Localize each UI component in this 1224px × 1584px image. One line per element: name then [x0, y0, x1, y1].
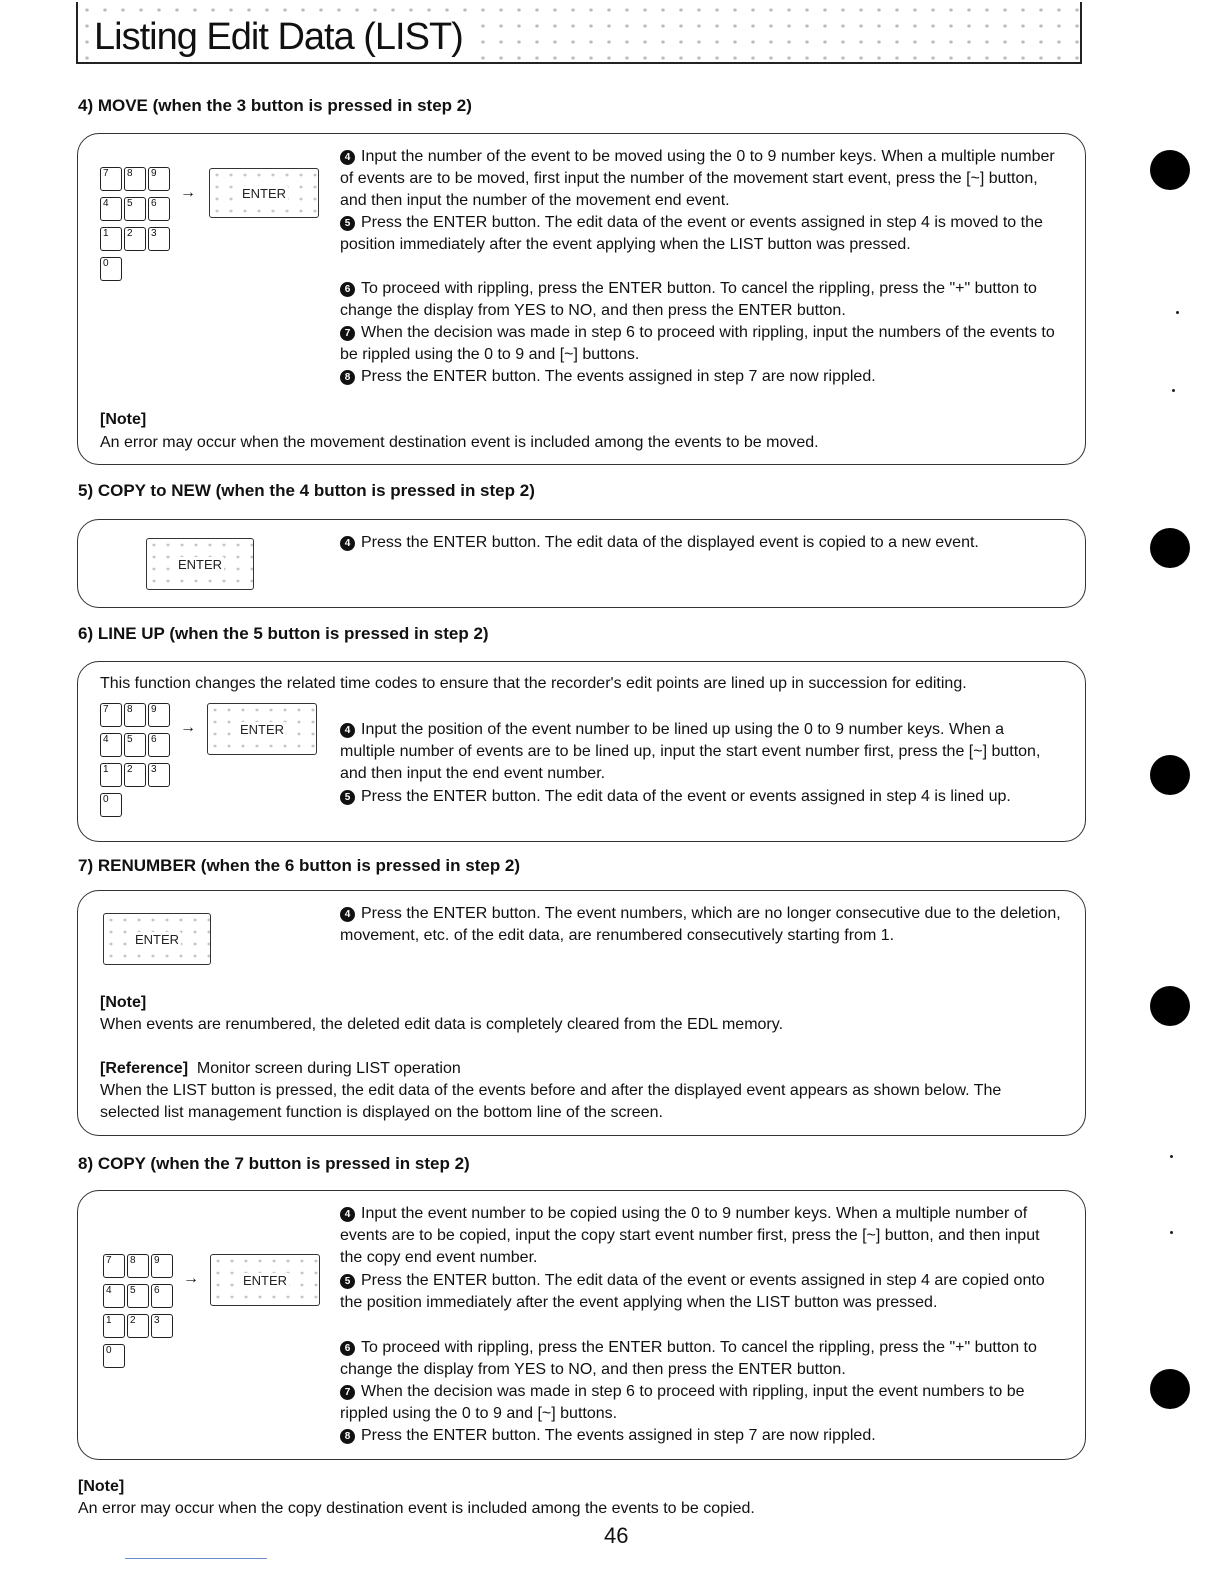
enter-button-illustration: ENTER	[103, 913, 211, 965]
enter-button-illustration: ENTER	[210, 1254, 320, 1306]
line-up-step-4: 4 Input the position of the event number to be lined up using the 0 to 9 number keys. When a multiple number of events are to be lined up, input the start event number first, press the [~] button, and then input the end event number.	[340, 721, 1041, 782]
move-step-4: 4 Input the number of the event to be moved using the 0 to 9 number keys. When a multiple number of events are to be moved, first input the number of the movement start event, press the [~] button, and then input the number of the movement end event.	[340, 148, 1055, 209]
key-5: 5	[124, 733, 146, 757]
move-step-5: 5 Press the ENTER button. The edit data of the event or events assigned in step 4 is moved to the position immediately after the event applying when the LIST button was pressed.	[340, 214, 1043, 253]
key-7: 7	[100, 167, 122, 191]
footer-rule	[125, 1558, 267, 1559]
arrow-icon: →	[180, 184, 196, 201]
key-2: 2	[124, 227, 146, 251]
note-title: [Note]	[78, 1478, 125, 1495]
line-up-step-5: 5 Press the ENTER button. The edit data of the event or events assigned in step 4 is lined up.	[340, 786, 1062, 808]
key-9: 9	[148, 703, 170, 727]
step-number-icon: 4	[340, 150, 355, 165]
key-8: 8	[127, 1254, 149, 1278]
reference-text: When the LIST button is pressed, the edit data of the events before and after the displayed event appears as shown below. The selected list management function is displayed on the bottom line of the screen.	[100, 1082, 1002, 1121]
copy-step-7: 7 When the decision was made in step 6 to proceed with rippling, input the event numbers to be rippled using the 0 to 9 and [~] buttons.	[340, 1383, 1025, 1422]
key-6: 6	[151, 1284, 173, 1308]
reference-heading: [Reference] Monitor screen during LIST operation	[100, 1060, 461, 1077]
margin-tab-dot	[1150, 150, 1190, 190]
section-heading-copy: 8) COPY (when the 7 button is pressed in step 2)	[78, 1154, 470, 1173]
step-number-icon: 4	[340, 907, 355, 922]
note-text: An error may occur when the copy destination event is included among the events to be copied.	[78, 1500, 755, 1517]
key-0: 0	[100, 793, 122, 817]
move-step-7: 7 When the decision was made in step 6 to proceed with rippling, input the numbers of the events to be rippled using the 0 to 9 and [~] buttons.	[340, 324, 1055, 363]
move-step-6: 6 To proceed with rippling, press the ENTER button. To cancel the rippling, press the "+" button to change the display from YES to NO, and then press the ENTER button.	[340, 280, 1037, 319]
page-title: Listing Edit Data (LIST)	[90, 14, 467, 60]
key-2: 2	[124, 763, 146, 787]
enter-button-illustration: ENTER	[209, 168, 319, 218]
note-text: An error may occur when the movement destination event is included among the events to be moved.	[100, 434, 819, 451]
step-number-icon: 4	[340, 536, 355, 551]
key-6: 6	[148, 733, 170, 757]
step-number-icon: 7	[340, 1385, 355, 1400]
move-step-8: 8 Press the ENTER button. The events assigned in step 7 are now rippled.	[340, 366, 1062, 388]
step-number-icon: 4	[340, 723, 355, 738]
margin-speck	[1170, 1231, 1173, 1234]
margin-speck	[1170, 1155, 1173, 1158]
key-8: 8	[124, 703, 146, 727]
number-keypad	[103, 1254, 183, 1374]
note-title: [Note]	[100, 994, 147, 1011]
section-heading-move: 4) MOVE (when the 3 button is pressed in step 2)	[78, 96, 472, 115]
key-9: 9	[148, 167, 170, 191]
key-6: 6	[148, 197, 170, 221]
renumber-step-4: 4 Press the ENTER button. The event numbers, which are no longer consecutive due to the deletion, movement, etc. of the edit data, are renumbered consecutively starting from 1.	[340, 905, 1061, 944]
key-3: 3	[148, 763, 170, 787]
key-2: 2	[127, 1314, 149, 1338]
margin-tab-dot	[1150, 755, 1190, 795]
section-heading-renumber: 7) RENUMBER (when the 6 button is pressed in step 2)	[78, 856, 521, 875]
enter-button-illustration: ENTER	[207, 703, 317, 755]
enter-button-illustration: ENTER	[146, 538, 254, 590]
key-0: 0	[100, 257, 122, 281]
key-5: 5	[124, 197, 146, 221]
section-heading-copy-new: 5) COPY to NEW (when the 4 button is pressed in step 2)	[78, 481, 535, 500]
step-number-icon: 8	[340, 1429, 355, 1444]
key-5: 5	[127, 1284, 149, 1308]
note-text: When events are renumbered, the deleted edit data is completely cleared from the EDL memory.	[100, 1016, 784, 1033]
margin-speck	[1172, 389, 1175, 392]
copy-step-4: 4 Input the event number to be copied using the 0 to 9 number keys. When a multiple number of events are to be copied, input the copy start event number first, press the [~] button, and then input the copy end event number.	[340, 1205, 1040, 1266]
step-number-icon: 8	[340, 370, 355, 385]
key-7: 7	[103, 1254, 125, 1278]
number-keypad	[100, 167, 180, 287]
copy-step-5: 5 Press the ENTER button. The edit data of the event or events assigned in step 4 are copied onto the position immediately after the event applying when the LIST button was pressed.	[340, 1272, 1045, 1311]
key-4: 4	[100, 733, 122, 757]
step-number-icon: 7	[340, 326, 355, 341]
margin-tab-dot	[1150, 528, 1190, 568]
page-number: 46	[604, 1523, 629, 1548]
step-number-icon: 6	[340, 282, 355, 297]
key-0: 0	[103, 1344, 125, 1368]
margin-tab-dot	[1150, 986, 1190, 1026]
number-keypad	[100, 703, 180, 823]
key-1: 1	[100, 227, 122, 251]
copy-step-6: 6 To proceed with rippling, press the ENTER button. To cancel the rippling, press the "+" button to change the display from YES to NO, and then press the ENTER button.	[340, 1339, 1037, 1378]
step-number-icon: 4	[340, 1207, 355, 1222]
key-4: 4	[100, 197, 122, 221]
copy-new-step-4: 4 Press the ENTER button. The edit data of the displayed event is copied to a new event.	[340, 532, 1062, 554]
key-3: 3	[148, 227, 170, 251]
step-number-icon: 5	[340, 790, 355, 805]
note-title: [Note]	[100, 411, 147, 428]
margin-speck	[1176, 311, 1179, 314]
step-number-icon: 5	[340, 216, 355, 231]
key-9: 9	[151, 1254, 173, 1278]
arrow-icon: →	[180, 719, 196, 736]
section-heading-line-up: 6) LINE UP (when the 5 button is pressed in step 2)	[78, 624, 489, 643]
key-7: 7	[100, 703, 122, 727]
key-1: 1	[103, 1314, 125, 1338]
step-number-icon: 5	[340, 1274, 355, 1289]
step-number-icon: 6	[340, 1341, 355, 1356]
copy-step-8: 8 Press the ENTER button. The events assigned in step 7 are now rippled.	[340, 1425, 1062, 1447]
line-up-intro: This function changes the related time codes to ensure that the recorder's edit points are lined up in succession for editing.	[100, 675, 967, 692]
key-8: 8	[124, 167, 146, 191]
key-1: 1	[100, 763, 122, 787]
key-4: 4	[103, 1284, 125, 1308]
arrow-icon: →	[183, 1270, 199, 1287]
margin-tab-dot	[1150, 1369, 1190, 1409]
key-3: 3	[151, 1314, 173, 1338]
